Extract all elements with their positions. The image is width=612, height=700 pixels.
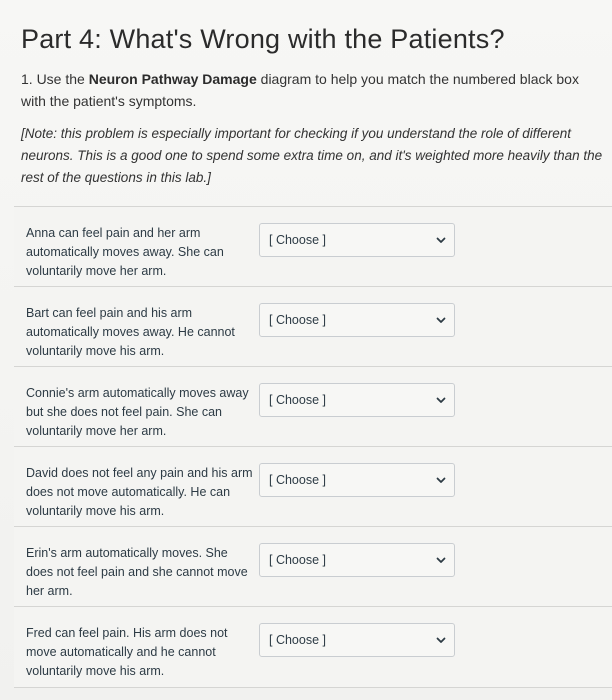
answer-select[interactable] [259, 543, 455, 577]
select-value: [ Choose ] [269, 393, 326, 407]
answer-select[interactable] [259, 463, 455, 497]
matching-question-list [14, 206, 612, 688]
matching-row [14, 526, 612, 606]
patient-symptoms: Erin's arm automatically moves. She does not feel pain and she cannot move her arm. [26, 546, 248, 598]
chevron-down-icon [434, 393, 448, 407]
matching-row [14, 446, 612, 526]
select-value: [ Choose ] [269, 473, 326, 487]
patient-symptoms: David does not feel any pain and his arm does not move automatically. He can voluntarily move his arm. [26, 466, 253, 518]
diagram-name: Neuron Pathway Damage [88, 71, 257, 87]
matching-row [14, 206, 612, 286]
instructions-prefix: 1. Use the [21, 71, 89, 87]
patient-symptoms: Anna can feel pain and her arm automatically moves away. She can voluntarily move her arm. [26, 226, 224, 278]
chevron-down-icon [434, 553, 448, 567]
chevron-down-icon [434, 233, 448, 247]
patient-symptoms: Connie's arm automatically moves away but she does not feel pain. She can voluntarily move her arm. [26, 386, 249, 438]
select-value: [ Choose ] [269, 633, 326, 647]
answer-select[interactable] [259, 223, 455, 257]
page-title: Part 4: What's Wrong with the Patients? [21, 24, 505, 54]
chevron-down-icon [434, 633, 448, 647]
instructions-suffix: diagram to help you match the numbered black box with the patient's symptoms. [21, 71, 579, 109]
select-value: [ Choose ] [269, 313, 326, 327]
question-instructions [21, 68, 596, 112]
question-note: [Note: this problem is especially important for checking if you understand the role of different neurons. This is a good one to spend some extra time on, and it's weighted more heavily than the rest of the questions in this lab.] [21, 126, 603, 185]
answer-select[interactable] [259, 383, 455, 417]
chevron-down-icon [434, 313, 448, 327]
select-value: [ Choose ] [269, 233, 326, 247]
matching-row [14, 606, 612, 688]
answer-select[interactable] [259, 303, 455, 337]
matching-row [14, 286, 612, 366]
chevron-down-icon [434, 473, 448, 487]
select-value: [ Choose ] [269, 553, 326, 567]
matching-row [14, 366, 612, 446]
patient-symptoms: Fred can feel pain. His arm does not move automatically and he cannot voluntarily move his arm. [26, 626, 228, 678]
patient-symptoms: Bart can feel pain and his arm automatically moves away. He cannot voluntarily move his arm. [26, 306, 235, 358]
answer-select[interactable] [259, 623, 455, 657]
